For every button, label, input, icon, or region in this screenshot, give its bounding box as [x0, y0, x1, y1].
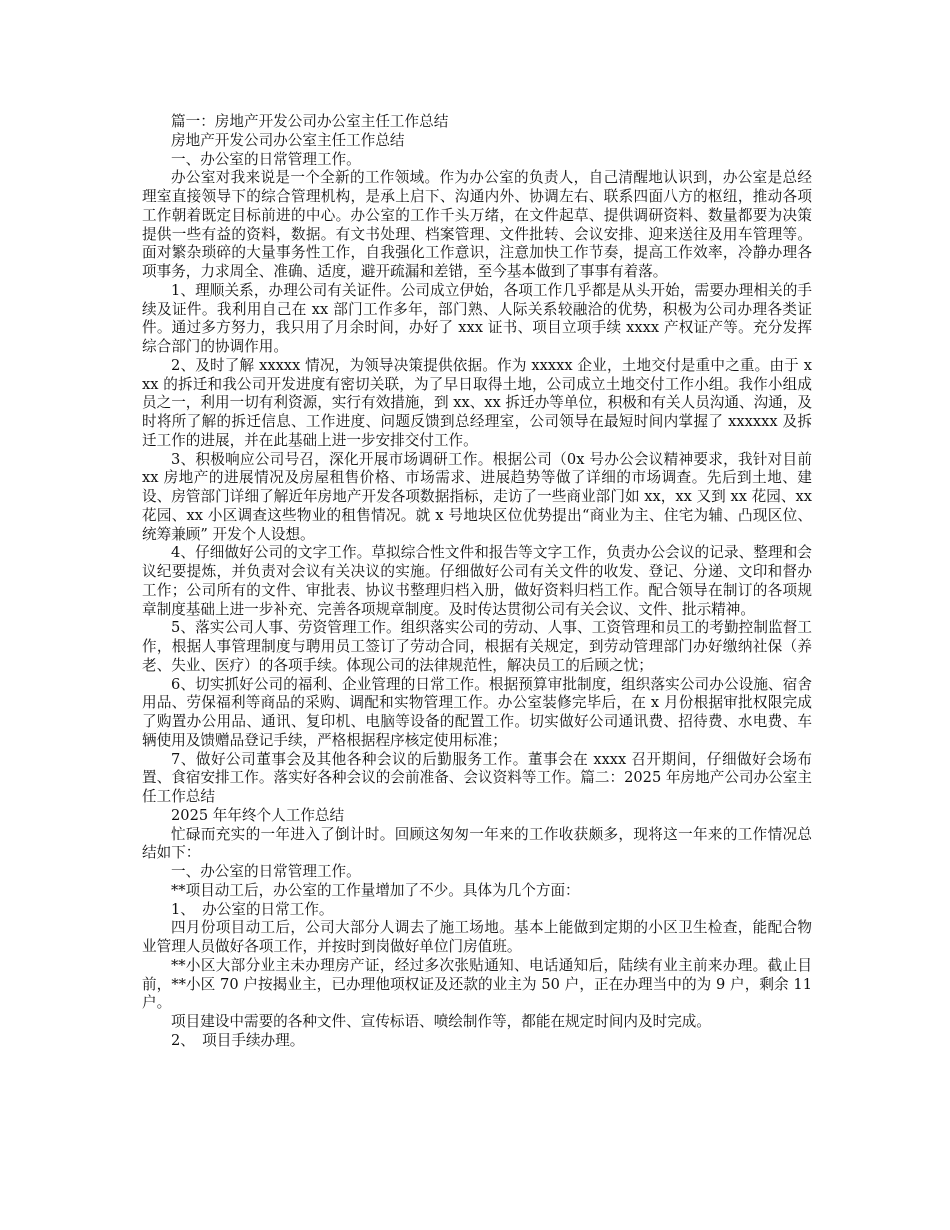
body-paragraph: 2、及时了解 xxxxx 情况，为领导决策提供依据。作为 xxxxx 企业，土地交付是重中之重。由于 xxx 的拆迁和我公司开发进度有密切关联，为了早日取得土地，公司成立土地交付工作小组。我作小组成员之一，利用一切有利资源，实行有效措施，到 xx、xx 拆迁办等单位，积极和有关人员沟通、沟通，及时将所了解的拆迁信息、工作进度、问题反馈到总经理室，公司领导在最短时间内掌握了 xxxxxx 及拆迁工作的进展，并在此基础上进一步安排交付工作。 [142, 356, 812, 449]
body-paragraph: **小区大部分业主未办理房产证，经过多次张贴通知、电话通知后，陆续有业主前来办理。截止目前，**小区 70 户按揭业主，已办理他项权证及还款的业主为 50 户，正在办理当中的为 9 户，剩余 11 户。 [142, 956, 812, 1012]
body-paragraph: **项目动工后，办公室的工作量增加了不少。具体为几个方面： [171, 881, 580, 899]
doc-subtitle-part-two: 2025 年年终个人工作总结 [171, 806, 345, 824]
body-paragraph: 项目建设中需要的各种文件、宣传标语、喷绘制作等，都能在规定时间内及时完成。 [171, 1013, 711, 1030]
doc-heading-part-one: 篇一：房地产开发公司办公室主任工作总结 [171, 113, 449, 130]
doc-subtitle: 房地产开发公司办公室主任工作总结 [171, 131, 405, 149]
body-paragraph: 四月份项目动工后，公司大部分人调去了施工场地。基本上能做到定期的小区卫生检查，能配合物业管理人员做好各项工作，并按时到岗做好单位门房值班。 [142, 919, 812, 955]
section-heading: 一、办公室的日常管理工作。 [171, 863, 361, 880]
list-item-heading: 1、 办公室的日常工作。 [171, 900, 334, 918]
body-paragraph: 办公室对我来说是一个全新的工作领域。作为办公室的负责人，自己清醒地认识到，办公室是总经理室直接领导下的综合管理机构，是承上启下、沟通内外、协调左右、联系四面八方的枢纽，推动各项工作朝着既定目标前进的中心。办公室的工作千头万绪，在文件起草、提供调研资料、数量都要为决策提供一些有益的资料，数据。有文书处理、档案管理、文件批转、会议安排、迎来送往及用车管理等。面对繁杂琐碎的大量事务性工作，自我强化工作意识，注意加快工作节奏，提高工作效率，冷静办理各项事务，力求周全、准确、适度，避开疏漏和差错，至今基本做到了事事有着落。 [142, 169, 812, 280]
body-paragraph: 5、落实公司人事、劳资管理工作。组织落实公司的劳动、人事、工资管理和员工的考勤控制监督工作，根据人事管理制度与聘用员工签订了劳动合同，根据有关规定，到劳动管理部门办好缴纳社保（养老、失业、医疗）的各项手续。体现公司的法律规范性，解决员工的后顾之忧； [142, 619, 812, 674]
list-item-heading: 2、 项目手续办理。 [171, 1031, 305, 1049]
body-paragraph: 6、切实抓好公司的福利、企业管理的日常工作。根据预算审批制度，组织落实公司办公设施、宿舍用品、劳保福利等商品的采购、调配和实物管理工作。办公室装修完毕后，在 x 月份根据审批权限完成了购置办公用品、通讯、复印机、电脑等设备的配置工作。切实做好公司通讯费、招待费、水电费、车辆使用及馈赠品登记手续，严格根据程序核定使用标准； [142, 675, 812, 749]
body-paragraph: 1、理顺关系，办理公司有关证件。公司成立伊始，各项工作几乎都是从头开始，需要办理相关的手续及证件。我利用自己在 xx 部门工作多年，部门熟、人际关系较融洽的优势，积极为公司办理各类证件。通过多方努力，我只用了月余时间，办好了 xxx 证书、项目立项手续 xxxx 产权证产等。充分发挥综合部门的协调作用。 [142, 281, 812, 355]
document-page [142, 113, 812, 1051]
body-paragraph: 7、做好公司董事会及其他各种会议的后勤服务工作。董事会在 xxxx 召开期间，仔细做好会场布置、食宿安排工作。落实好各种会议的会前准备、会议资料等工作。篇二：2025 年房地产公司办公室主任工作总结 [142, 750, 812, 805]
body-paragraph: 忙碌而充实的一年进入了倒计时。回顾这匆匆一年来的工作收获颇多，现将这一年来的工作情况总结如下： [142, 825, 812, 862]
body-paragraph: 3、积极响应公司号召，深化开展市场调研工作。根据公司（0x 号办公会议精神要求，我针对目前 xx 房地产的进展情况及房屋租售价格、市场需求、进展趋势等做了详细的市场调查。先后到土地、建设、房管部门详细了解近年房地产开发各项数据指标，走访了一些商业部门如 xx，xx 又到 xx 花园、xx 花园、xx 小区调查这些物业的租售情况。就 x 号地块区位优势提出“商业为主、住宅为辅、凸现区位、统筹兼顾” 开发个人设想。 [142, 450, 812, 543]
section-heading: 一、办公室的日常管理工作。 [171, 150, 361, 168]
body-paragraph: 4、仔细做好公司的文字工作。草拟综合性文件和报告等文字工作，负责办公会议的记录、整理和会议纪要提炼，并负责对会议有关决议的实施。仔细做好公司有关文件的收发、登记、分递、文印和督办工作；公司所有的文件、审批表、协议书整理归档入册，做好资料归档工作。配合领导在制订的各项规章制度基础上进一步补充、完善各项规章制度。及时传达贯彻公司有关会议、文件、批示精神。 [142, 544, 812, 618]
